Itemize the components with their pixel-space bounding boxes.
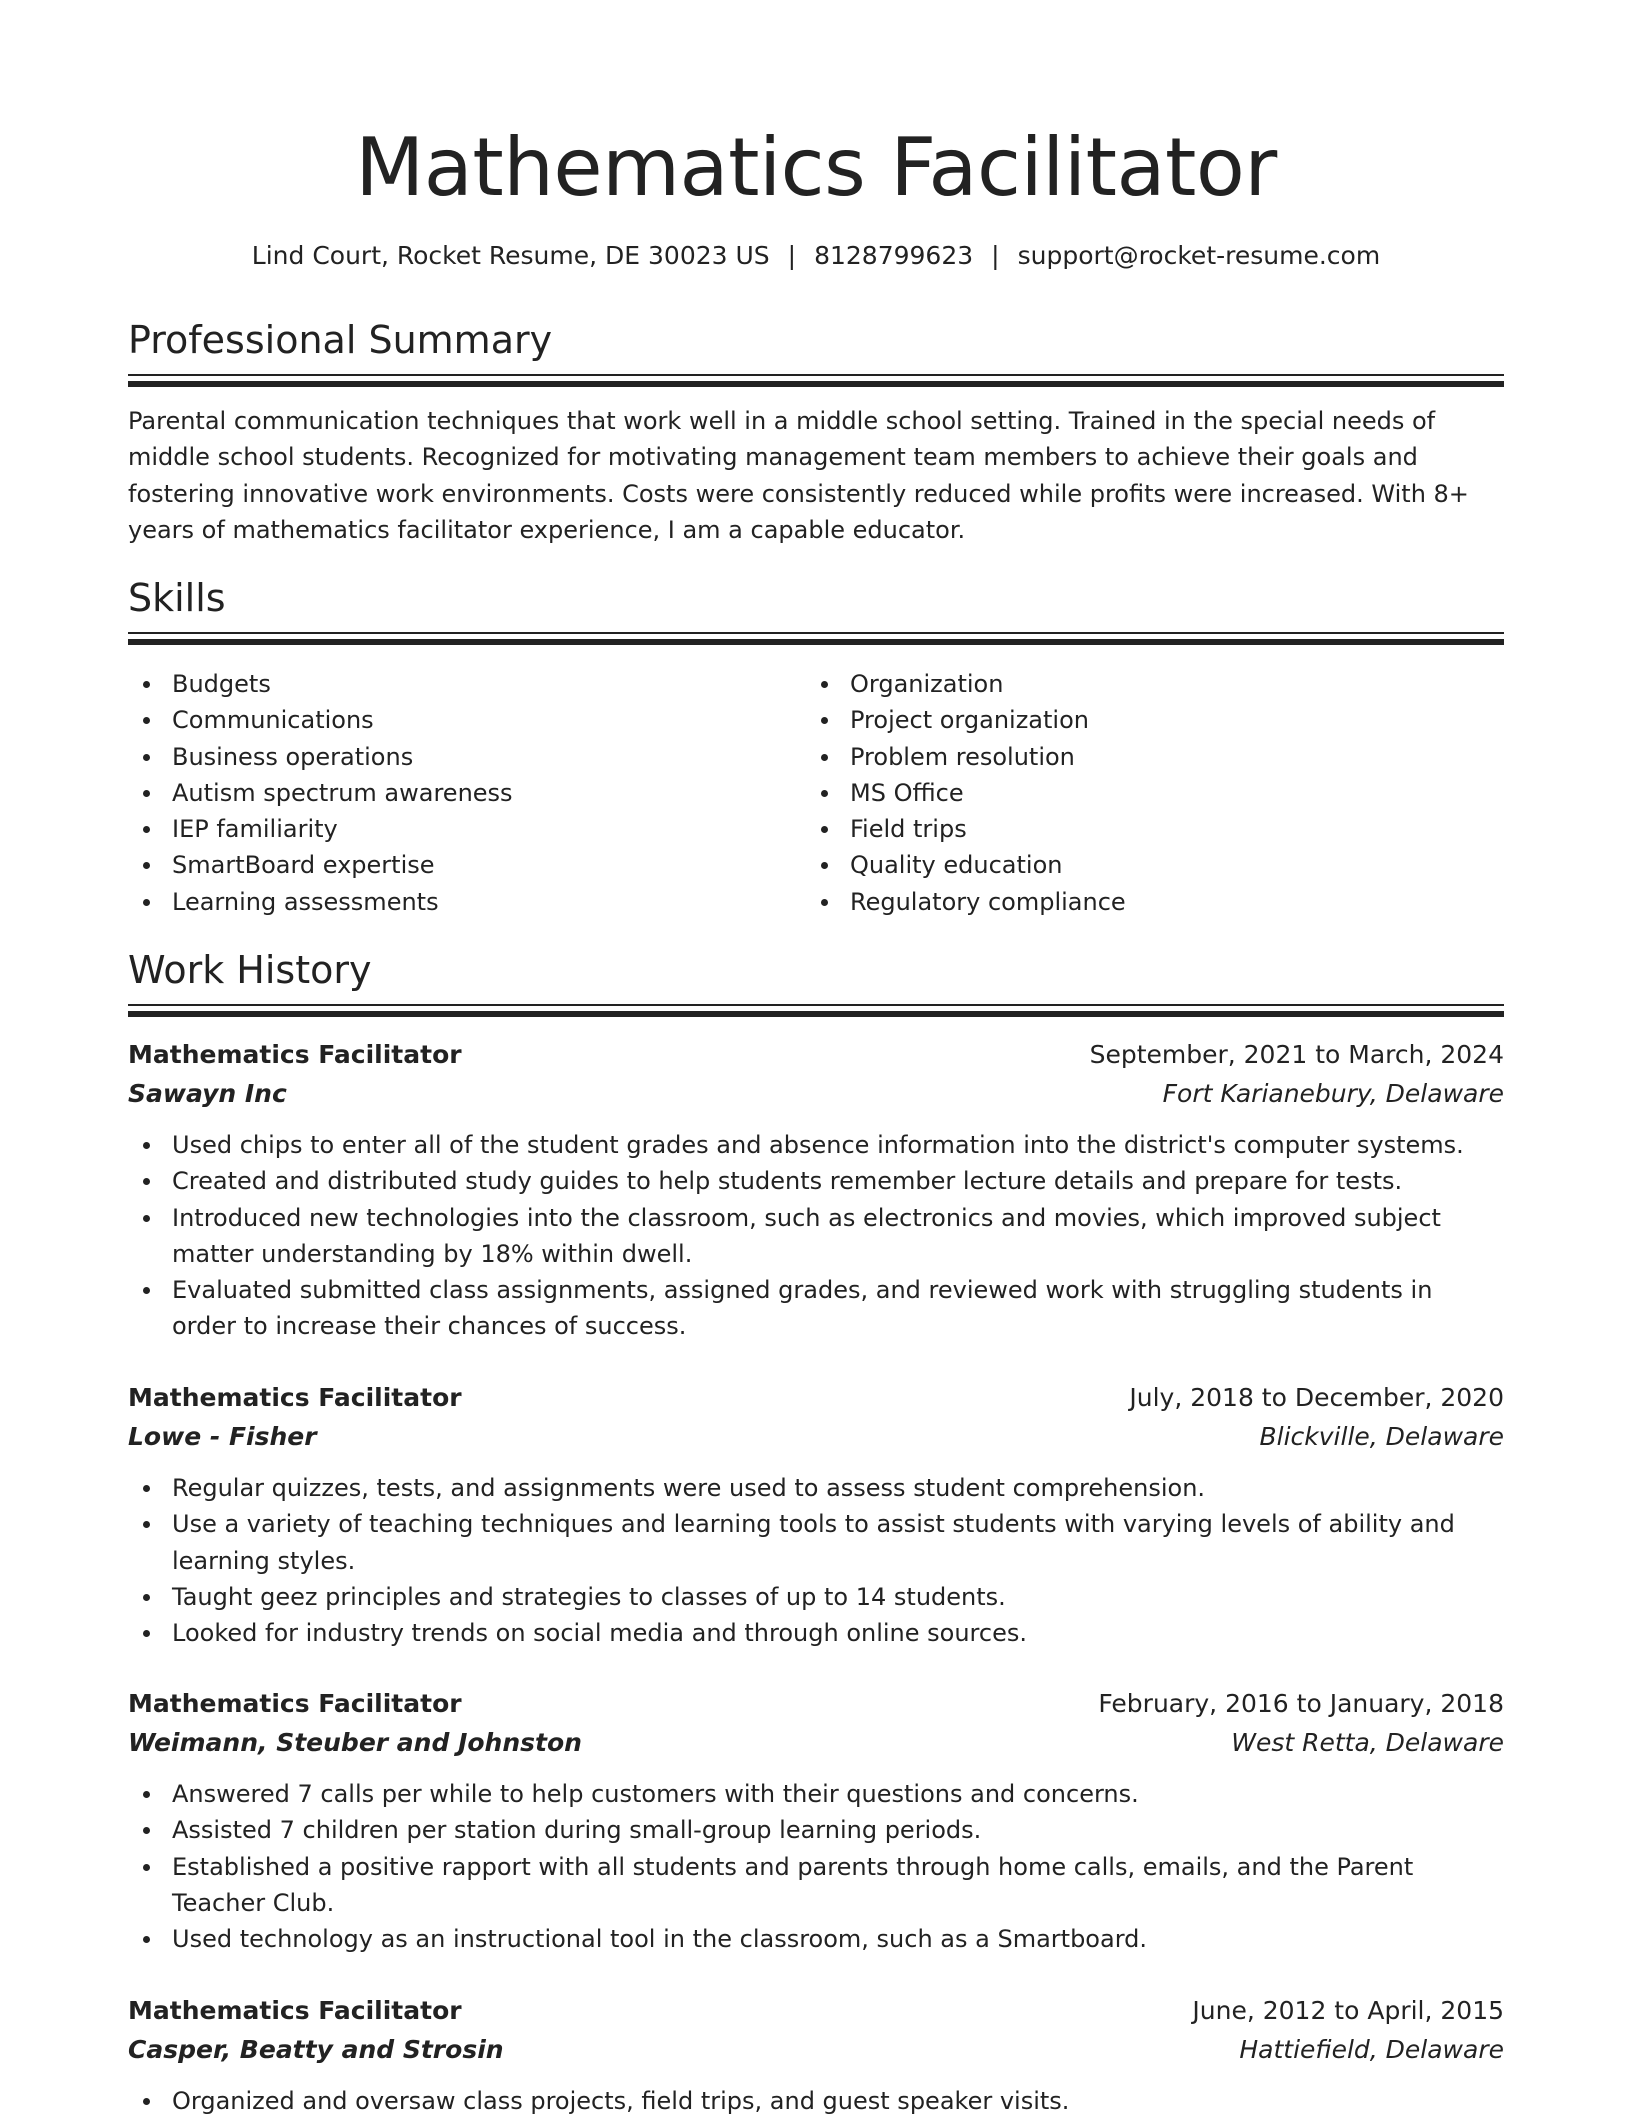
job-entry (128, 1035, 1504, 1345)
job-bullet: Answered 7 calls per while to help customers with their questions and concerns. (172, 1776, 1504, 1812)
job-location: Hattiefield, Delaware (1239, 2035, 1504, 2064)
job-company: Lowe - Fisher (128, 1422, 317, 1451)
job-entry (128, 1684, 1504, 1957)
contact-line (128, 239, 1504, 273)
skill-item: Autism spectrum awareness (172, 775, 792, 811)
job-company: Casper, Beatty and Strosin (128, 2035, 504, 2064)
skill-item: Organization (850, 666, 1500, 702)
contact-separator: | (991, 241, 1000, 270)
job-entry (128, 1991, 1504, 2119)
contact-separator: | (787, 241, 797, 270)
section-divider (128, 374, 1504, 386)
job-dates: February, 2016 to January, 2018 (1098, 1689, 1504, 1718)
job-bullets (128, 1127, 1504, 1345)
job-location: Fort Karianebury, Delaware (1162, 1079, 1504, 1108)
job-title: Mathematics Facilitator (128, 1689, 462, 1718)
job-title: Mathematics Facilitator (128, 1383, 462, 1412)
skill-item: Project organization (850, 702, 1500, 738)
job-bullet: Use a variety of teaching techniques and learning tools to assist students with varying levels of ability and learning styles. (172, 1506, 1504, 1579)
skill-item: IEP familiarity (172, 811, 792, 847)
job-location: Blickville, Delaware (1259, 1422, 1504, 1451)
skill-item: Regulatory compliance (850, 884, 1500, 920)
job-bullet: Evaluated submitted class assignments, assigned grades, and reviewed work with struggling students in order to increase their chances of success. (172, 1272, 1504, 1345)
job-bullet: Taught geez principles and strategies to classes of up to 14 students. (172, 1579, 1504, 1615)
job-entry (128, 1378, 1504, 1651)
summary-heading: Professional Summary (128, 318, 553, 362)
work-heading: Work History (128, 948, 372, 992)
job-bullets (128, 1776, 1504, 1957)
section-divider (128, 1004, 1504, 1016)
skill-item: Business operations (172, 739, 792, 775)
job-bullet: Used technology as an instructional tool in the classroom, such as a Smartboard. (172, 1921, 1504, 1957)
section-divider (128, 632, 1504, 644)
job-bullet: Organized and oversaw class projects, field trips, and guest speaker visits. (172, 2083, 1504, 2119)
skill-item: Problem resolution (850, 739, 1500, 775)
job-dates: September, 2021 to March, 2024 (1089, 1040, 1504, 1069)
job-bullets (128, 1470, 1504, 1651)
job-bullet: Established a positive rapport with all students and parents through home calls, emails, and the Parent Teacher Club. (172, 1849, 1504, 1922)
job-title: Mathematics Facilitator (128, 1996, 462, 2025)
job-bullet: Regular quizzes, tests, and assignments were used to assess student comprehension. (172, 1470, 1504, 1506)
job-title: Mathematics Facilitator (128, 1040, 462, 1069)
contact-email: support@rocket-resume.com (1017, 241, 1381, 270)
job-dates: June, 2012 to April, 2015 (1192, 1996, 1504, 2025)
job-bullets (128, 2083, 1504, 2119)
job-bullet: Introduced new technologies into the classroom, such as electronics and movies, which improved subject matter understanding by 18% within dwell. (172, 1200, 1504, 1273)
skill-item: Field trips (850, 811, 1500, 847)
skill-item: MS Office (850, 775, 1500, 811)
skills-heading: Skills (128, 576, 226, 620)
summary-text: Parental communication techniques that work well in a middle school setting. Trained in the special needs of middle school students. Recognized for motivating management team members to achieve their goals and fostering innovative work environments. Costs were consistently reduced while profits were increased. With 8+ years of mathematics facilitator experience, I am a capable educator. (128, 407, 1469, 544)
skill-item: Quality education (850, 847, 1500, 883)
contact-address: Lind Court, Rocket Resume, DE 30023 US (251, 241, 770, 270)
job-bullet: Used chips to enter all of the student grades and absence information into the district's computer systems. (172, 1127, 1504, 1163)
job-bullet: Created and distributed study guides to help students remember lecture details and prepare for tests. (172, 1163, 1504, 1199)
job-company: Weimann, Steuber and Johnston (128, 1728, 582, 1757)
contact-phone: 8128799623 (814, 241, 974, 270)
job-company: Sawayn Inc (128, 1079, 287, 1108)
skill-item: Budgets (172, 666, 792, 702)
skill-item: Communications (172, 702, 792, 738)
skills-list-right (806, 666, 1500, 920)
skill-item: SmartBoard expertise (172, 847, 792, 883)
job-dates: July, 2018 to December, 2020 (1129, 1383, 1504, 1412)
resume-title: Mathematics Facilitator (355, 121, 1277, 214)
job-bullet: Assisted 7 children per station during small-group learning periods. (172, 1812, 1504, 1848)
skills-list-left (128, 666, 792, 920)
job-bullet: Looked for industry trends on social media and through online sources. (172, 1615, 1504, 1651)
skill-item: Learning assessments (172, 884, 792, 920)
job-location: West Retta, Delaware (1231, 1728, 1504, 1757)
